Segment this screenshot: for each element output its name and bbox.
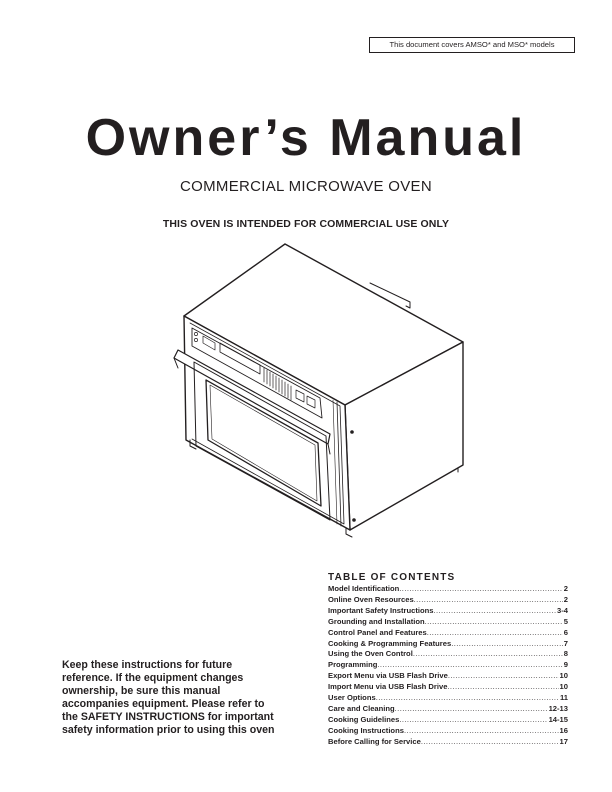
table-of-contents — [328, 572, 568, 748]
toc-leader-dots — [421, 737, 559, 748]
keep-line: Keep these instructions for future — [62, 659, 233, 671]
toc-leader-dots — [414, 595, 563, 606]
toc-entry-page: 6 — [563, 627, 568, 637]
toc-entry-label: User Options — [328, 693, 376, 703]
keep-line: accompanies equipment. Please refer to — [62, 698, 265, 710]
toc-entry-page: 9 — [563, 660, 568, 670]
toc-entry-label: Care and Cleaning — [328, 703, 395, 713]
toc-entry[interactable] — [328, 595, 568, 606]
keep-line: safety information prior to using this oven — [62, 724, 275, 736]
toc-entry-page: 17 — [559, 736, 568, 746]
toc-leader-dots — [448, 671, 559, 682]
toc-leader-dots — [404, 726, 559, 737]
toc-entry-page: 2 — [563, 584, 568, 593]
toc-entry-label: Import Menu via USB Flash Drive — [328, 682, 448, 692]
toc-entry-page: 8 — [563, 649, 568, 659]
page-subtitle: COMMERCIAL MICROWAVE OVEN — [180, 178, 432, 195]
toc-entry-page: 3-4 — [557, 605, 568, 615]
toc-leader-dots — [413, 649, 563, 660]
toc-entry-label: Control Panel and Features — [328, 627, 427, 637]
toc-entry-label: Important Safety Instructions — [328, 605, 434, 615]
toc-heading: TABLE OF CONTENTS — [328, 572, 456, 583]
toc-entry-page: 5 — [563, 616, 568, 626]
toc-entry-label: Cooking Instructions — [328, 725, 404, 735]
toc-entry[interactable] — [328, 660, 568, 671]
toc-leader-dots — [399, 584, 562, 595]
toc-entry[interactable] — [328, 704, 568, 715]
toc-entry-page: 7 — [563, 638, 568, 648]
toc-entry-label: Cooking & Programming Features — [328, 638, 452, 648]
microwave-oven-illustration — [170, 240, 470, 540]
toc-entry-label: Model Identification — [328, 584, 400, 593]
toc-entry[interactable] — [328, 617, 568, 628]
toc-entry-label: Cooking Guidelines — [328, 714, 400, 724]
toc-leader-dots — [377, 660, 562, 671]
toc-entry-label: Programming — [328, 660, 378, 670]
toc-entry[interactable] — [328, 726, 568, 737]
toc-leader-dots — [447, 682, 558, 693]
toc-entry-label: Online Oven Resources — [328, 594, 414, 604]
keep-instructions-note — [62, 659, 312, 737]
page-title: Owner’s Manual — [85, 109, 527, 167]
keep-line: ownership, be sure this manual — [62, 685, 221, 697]
toc-entry-page: 12-13 — [548, 703, 568, 713]
toc-entry-page: 10 — [559, 682, 568, 692]
toc-entry-label: Using the Oven Control — [328, 649, 413, 659]
toc-leader-dots — [427, 628, 563, 639]
toc-leader-dots — [395, 704, 548, 715]
toc-leader-dots — [433, 606, 556, 617]
toc-leader-dots — [376, 693, 559, 704]
toc-entry-label: Before Calling for Service — [328, 736, 421, 746]
toc-entry[interactable] — [328, 639, 568, 650]
toc-entry[interactable] — [328, 671, 568, 682]
toc-leader-dots — [451, 639, 563, 650]
toc-entry-page: 2 — [563, 594, 568, 604]
toc-leader-dots — [425, 617, 563, 628]
toc-entry[interactable] — [328, 737, 568, 748]
toc-entry[interactable] — [328, 649, 568, 660]
toc-entry-label: Grounding and Installation — [328, 616, 425, 626]
toc-entry[interactable] — [328, 606, 568, 617]
keep-line: the SAFETY INSTRUCTIONS for important — [62, 711, 274, 723]
toc-entry-page: 11 — [559, 693, 568, 703]
toc-entry-label: Export Menu via USB Flash Drive — [328, 671, 448, 681]
toc-leader-dots — [399, 715, 547, 726]
toc-entry-page: 14-15 — [548, 714, 568, 724]
toc-entry-page: 16 — [559, 725, 568, 735]
toc-entry-page: 10 — [559, 671, 568, 681]
models-note: This document covers AMSO* and MSO* models — [369, 37, 575, 53]
commercial-use-notice: THIS OVEN IS INTENDED FOR COMMERCIAL USE ONLY — [162, 218, 450, 230]
toc-entry[interactable] — [328, 628, 568, 639]
toc-entry[interactable] — [328, 715, 568, 726]
toc-entry[interactable] — [328, 584, 568, 595]
keep-line: reference. If the equipment changes — [62, 672, 244, 684]
toc-entry[interactable] — [328, 682, 568, 693]
toc-entry[interactable] — [328, 693, 568, 704]
